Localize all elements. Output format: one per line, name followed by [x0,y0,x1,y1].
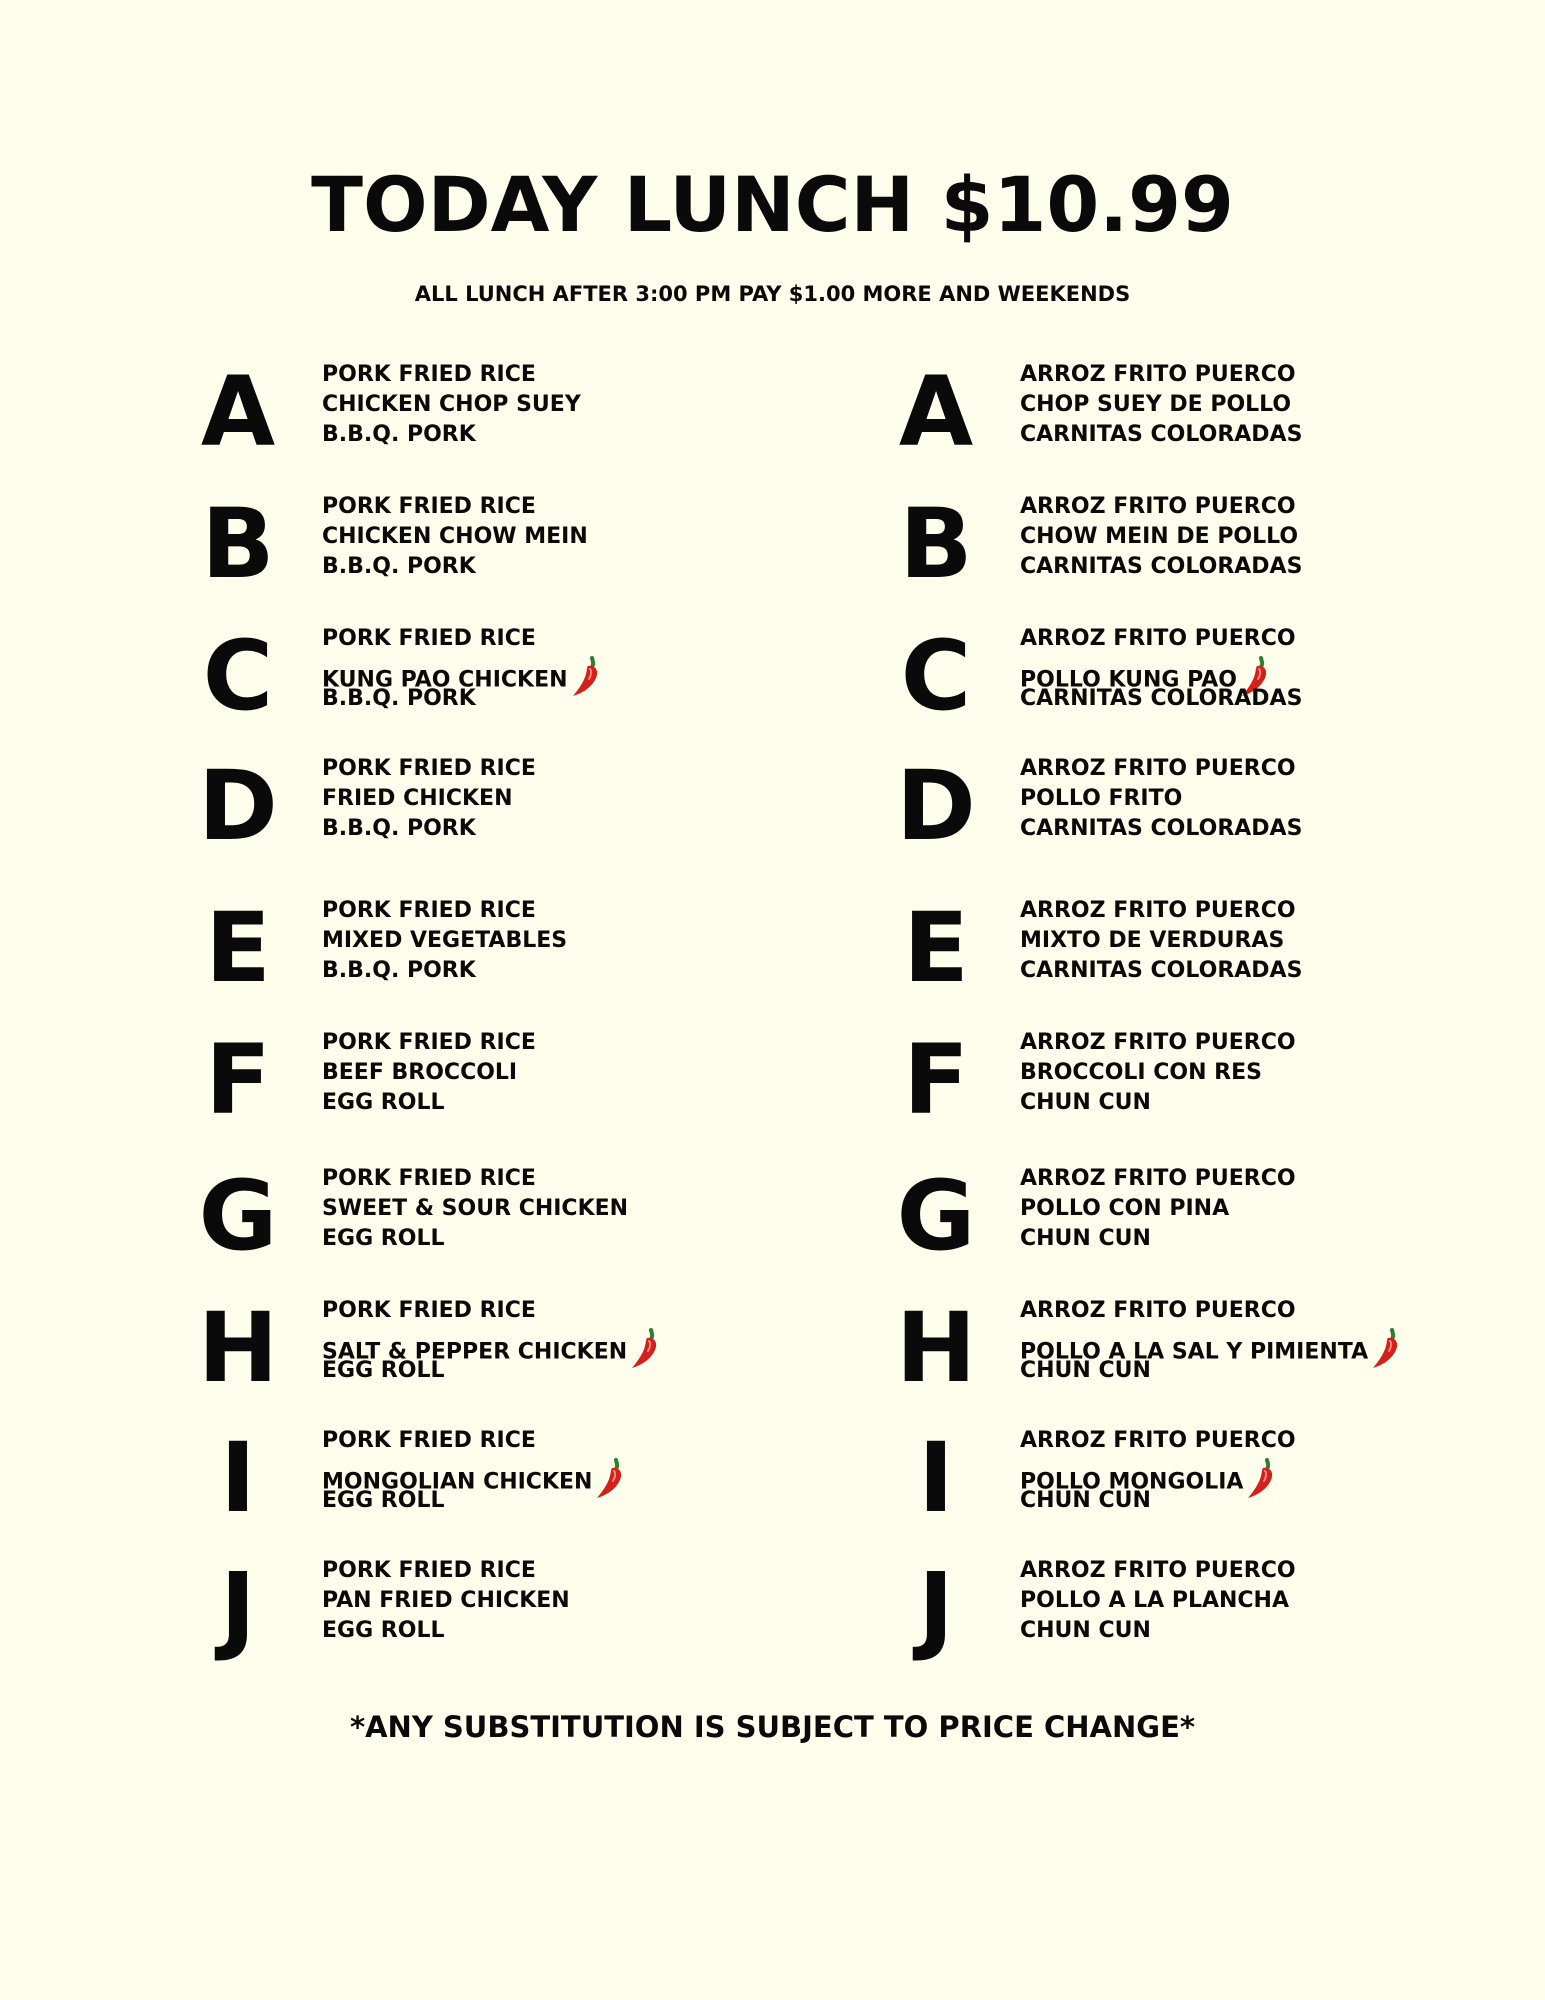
combo-item-text: CARNITAS COLORADAS [1020,686,1303,711]
combo-item-text: ARROZ FRITO PUERCO [1020,1428,1296,1453]
combo-items [322,1426,628,1516]
substitution-note: *ANY SUBSTITUTION IS SUBJECT TO PRICE CHANGE* [349,1710,1196,1744]
combo-letter: I [220,1422,256,1534]
combo-items [1020,754,1302,844]
spanish-combo-g [894,1160,1514,1274]
combo-item-line [1020,1326,1404,1365]
combo-item-line [1020,1556,1296,1586]
combo-item-line [322,1456,628,1495]
combo-items [322,492,588,582]
combo-item-text: SALT & PEPPER CHICKEN [322,1339,628,1365]
english-combo-f [196,1024,816,1138]
spanish-combo-f [894,1024,1514,1138]
combo-items [1020,1556,1296,1646]
combo-item-line [1020,1088,1296,1118]
combo-item-line [322,896,567,926]
english-combo-i [196,1422,816,1536]
combo-items [322,1556,570,1646]
combo-item-line [322,784,536,814]
combo-item-text: CHOW MEIN DE POLLO [1020,524,1299,549]
combo-item-line [1020,1194,1296,1224]
combo-item-text: BROCCOLI CON RES [1020,1060,1262,1085]
combo-item-line [322,1058,536,1088]
combo-items [322,896,567,986]
combo-item-text: ARROZ FRITO PUERCO [1020,1558,1296,1583]
combo-item-text: PORK FRIED RICE [322,1030,536,1055]
combo-item-text: POLLO A LA PLANCHA [1020,1588,1289,1613]
combo-item-text: PORK FRIED RICE [322,1558,536,1583]
combo-letter: J [220,1552,256,1664]
english-combo-g [196,1160,816,1274]
english-combo-c [196,620,816,734]
combo-items [322,1028,536,1118]
combo-item-line [322,1326,663,1365]
combo-item-line [322,1028,536,1058]
combo-item-text: PAN FRIED CHICKEN [322,1588,570,1613]
combo-item-line [1020,1296,1404,1326]
combo-items [322,1296,663,1386]
combo-items [1020,492,1302,582]
combo-items [322,360,581,450]
combo-item-text: CARNITAS COLORADAS [1020,816,1303,841]
combo-item-line [322,814,536,844]
combo-letter: D [896,750,976,862]
combo-item-line [322,926,567,956]
combo-items [1020,1164,1296,1254]
combo-items [1020,360,1302,450]
combo-item-text: CHUN CUN [1020,1226,1151,1251]
spanish-combo-j [894,1552,1514,1666]
combo-items [322,624,604,714]
combo-letter: B [201,488,275,600]
combo-item-text: ARROZ FRITO PUERCO [1020,756,1296,781]
english-combo-j [196,1552,816,1666]
combo-items [1020,624,1302,714]
combo-item-line [1020,654,1302,693]
combo-item-line [322,1296,663,1326]
combo-item-text: SWEET & SOUR CHICKEN [322,1196,629,1221]
page-title: TODAY LUNCH $10.99 [311,160,1234,249]
combo-item-line [1020,552,1302,582]
combo-item-line [322,1088,536,1118]
combo-item-text: POLLO CON PINA [1020,1196,1230,1221]
combo-item-text: PORK FRIED RICE [322,494,536,519]
combo-item-text: MONGOLIAN CHICKEN [322,1469,593,1495]
combo-items [1020,896,1302,986]
spanish-combo-d [894,750,1514,864]
spanish-combo-b [894,488,1514,602]
combo-item-text: CARNITAS COLORADAS [1020,422,1303,447]
combo-item-text: MIXED VEGETABLES [322,928,568,953]
combo-letter: E [205,892,271,1004]
combo-item-text: EGG ROLL [322,1090,445,1115]
combo-item-text: B.B.Q. PORK [322,816,476,841]
combo-item-text: EGG ROLL [322,1618,445,1643]
combo-item-text: PORK FRIED RICE [322,898,536,923]
combo-items [322,1164,628,1254]
combo-item-text: CHUN CUN [1020,1488,1151,1513]
combo-item-line [1020,1426,1296,1456]
combo-item-line [322,624,604,654]
combo-item-line [1020,956,1302,986]
combo-item-line [1020,684,1302,714]
combo-item-line [1020,814,1302,844]
combo-letter: D [198,750,278,862]
combo-letter: J [918,1552,954,1664]
combo-item-line [1020,360,1302,390]
combo-item-line [322,1426,628,1456]
combo-item-text: KUNG PAO CHICKEN [322,667,568,693]
spanish-combo-h [894,1292,1514,1406]
combo-item-text: ARROZ FRITO PUERCO [1020,362,1296,387]
combo-letter: G [198,1160,278,1272]
combo-item-line [1020,754,1302,784]
combo-item-text: ARROZ FRITO PUERCO [1020,626,1296,651]
combo-item-text: MIXTO DE VERDURAS [1020,928,1285,953]
combo-item-line [1020,1224,1296,1254]
chili-pepper-icon [570,654,604,707]
combo-letter: F [903,1024,969,1136]
combo-item-line [322,754,536,784]
combo-item-text: POLLO FRITO [1020,786,1183,811]
combo-letter: G [896,1160,976,1272]
combo-letter: E [903,892,969,1004]
combo-item-text: B.B.Q. PORK [322,686,476,711]
combo-item-line [322,390,581,420]
combo-item-text: ARROZ FRITO PUERCO [1020,1298,1296,1323]
combo-item-text: B.B.Q. PORK [322,958,476,983]
combo-item-line [322,1164,628,1194]
chili-pepper-icon [1245,1456,1279,1509]
combo-item-text: CHUN CUN [1020,1618,1151,1643]
combo-item-line [322,654,604,693]
spanish-combo-c [894,620,1514,734]
combo-letter: I [918,1422,954,1534]
combo-item-text: CHICKEN CHOP SUEY [322,392,581,417]
combo-item-line [322,1224,628,1254]
combo-item-line [1020,420,1302,450]
combo-items [1020,1028,1296,1118]
combo-item-line [1020,1058,1296,1088]
combo-item-text: PORK FRIED RICE [322,1298,536,1323]
english-combo-e [196,892,816,1006]
combo-item-line [322,1586,570,1616]
combo-item-text: BEEF BROCCOLI [322,1060,518,1085]
combo-item-line [1020,896,1302,926]
combo-letter: C [202,620,274,732]
combo-item-line [1020,624,1302,654]
combo-item-line [1020,1164,1296,1194]
english-combo-d [196,750,816,864]
combo-item-line [322,492,588,522]
combo-letter: A [200,356,276,468]
combo-item-text: CHOP SUEY DE POLLO [1020,392,1292,417]
english-combo-b [196,488,816,602]
combo-item-text: ARROZ FRITO PUERCO [1020,1030,1296,1055]
combo-item-line [322,956,567,986]
chili-pepper-icon [1370,1326,1404,1379]
combo-item-line [322,360,581,390]
combo-item-line [1020,1028,1296,1058]
combo-item-text: CHUN CUN [1020,1090,1151,1115]
combo-item-line [1020,522,1302,552]
spanish-combo-i [894,1422,1514,1536]
combo-letter: H [895,1292,977,1404]
combo-letter: B [899,488,973,600]
combo-letter: H [197,1292,279,1404]
combo-item-text: CHICKEN CHOW MEIN [322,524,588,549]
combo-item-line [1020,1586,1296,1616]
chili-pepper-icon [629,1326,663,1379]
combo-item-text: PORK FRIED RICE [322,1166,536,1191]
surcharge-note: ALL LUNCH AFTER 3:00 PM PAY $1.00 MORE AND WEEKENDS [414,282,1131,306]
combo-item-text: EGG ROLL [322,1488,445,1513]
combo-item-text: CHUN CUN [1020,1358,1151,1383]
combo-items [1020,1426,1296,1516]
combo-item-line [1020,390,1302,420]
combo-item-line [1020,1456,1296,1495]
combo-item-line [1020,926,1302,956]
combo-item-text: ARROZ FRITO PUERCO [1020,898,1296,923]
combo-item-text: PORK FRIED RICE [322,756,536,781]
combo-items [322,754,536,844]
combo-items [1020,1296,1404,1386]
combo-item-text: EGG ROLL [322,1226,445,1251]
combo-item-text: CARNITAS COLORADAS [1020,554,1303,579]
combo-item-text: ARROZ FRITO PUERCO [1020,494,1296,519]
spanish-combo-e [894,892,1514,1006]
combo-item-line [1020,1616,1296,1646]
combo-item-line [322,522,588,552]
combo-item-line [1020,492,1302,522]
combo-letter: C [900,620,972,732]
combo-item-text: EGG ROLL [322,1358,445,1383]
combo-item-line [1020,784,1302,814]
combo-item-text: POLLO A LA SAL Y PIMIENTA [1020,1339,1369,1365]
combo-item-text: PORK FRIED RICE [322,362,536,387]
combo-item-text: POLLO MONGOLIA [1020,1469,1244,1495]
combo-item-line [322,1194,628,1224]
combo-item-text: FRIED CHICKEN [322,786,513,811]
combo-item-text: PORK FRIED RICE [322,626,536,651]
combo-item-text: B.B.Q. PORK [322,422,476,447]
english-combo-a [196,356,816,470]
combo-letter: F [205,1024,271,1136]
spanish-combo-a [894,356,1514,470]
chili-pepper-icon [594,1456,628,1509]
combo-item-text: PORK FRIED RICE [322,1428,536,1453]
combo-item-line [322,420,581,450]
combo-item-text: POLLO KUNG PAO [1020,667,1237,693]
combo-item-text: B.B.Q. PORK [322,554,476,579]
combo-letter: A [898,356,974,468]
combo-item-text: ARROZ FRITO PUERCO [1020,1166,1296,1191]
combo-item-line [322,1556,570,1586]
combo-item-text: CARNITAS COLORADAS [1020,958,1303,983]
combo-item-line [322,552,588,582]
combo-item-line [322,1616,570,1646]
english-combo-h [196,1292,816,1406]
